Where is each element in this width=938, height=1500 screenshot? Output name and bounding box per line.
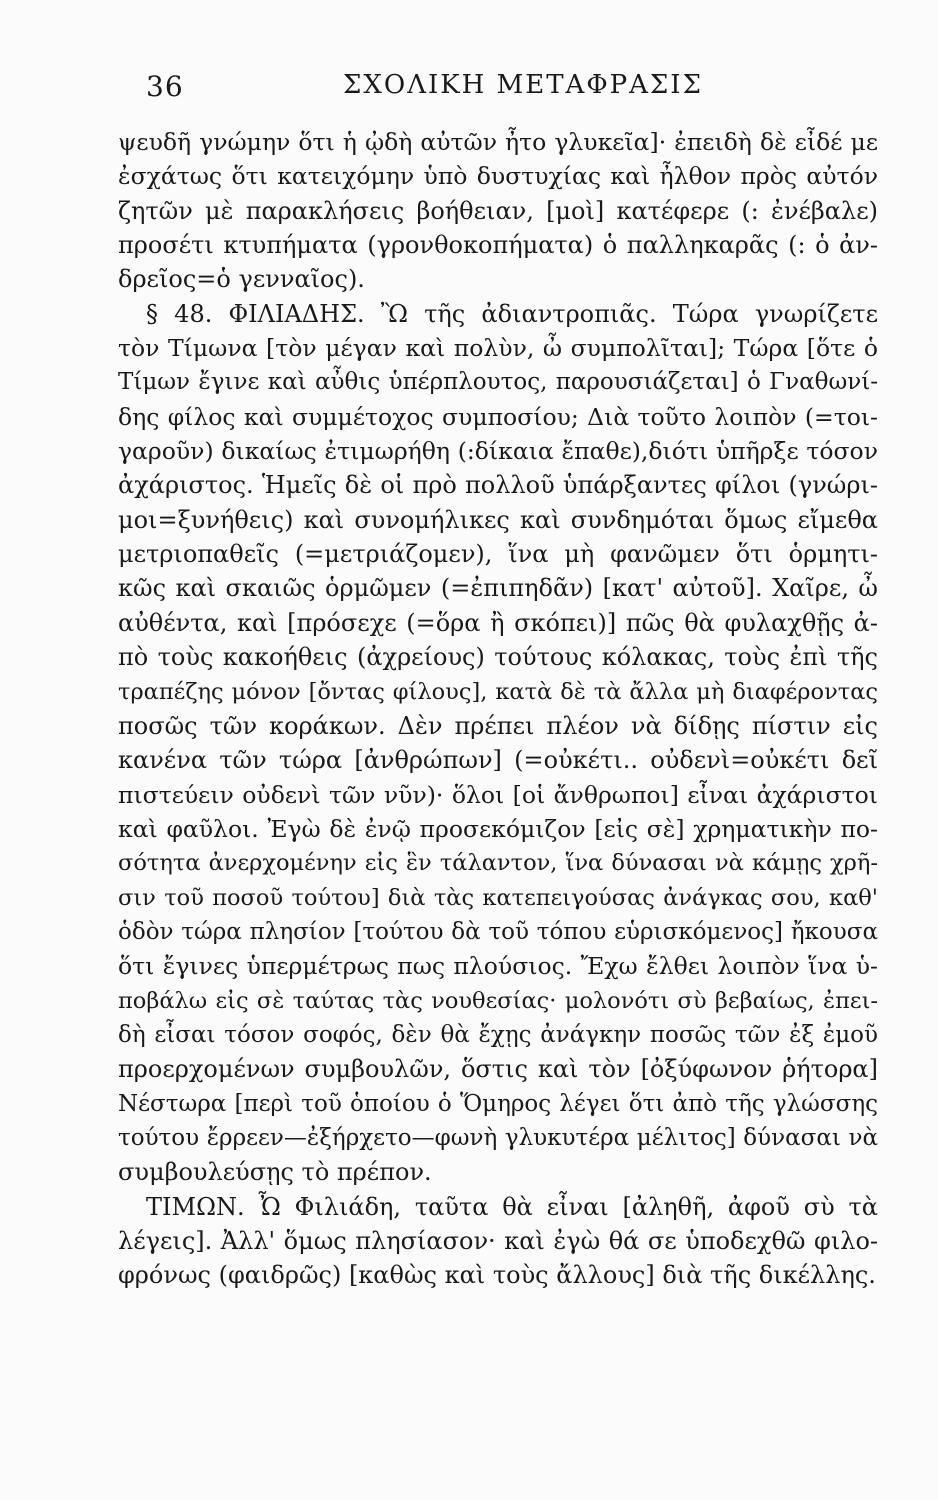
running-title: ΣΧΟΛΙΚΗ ΜΕΤΑΦΡΑΣΙΣ xyxy=(343,70,703,100)
text-line: μοι=ξυνήθεις) καὶ συνομήλικες καὶ συνδημόται ὅμως εἴμεθα xyxy=(118,505,878,534)
text-line: ποβάλω εἰς σὲ ταύτας τὰς νουθεσίας· μολονότι σὺ βεβαίως, ἐπει- xyxy=(118,987,878,1014)
text-line: κανένα τῶν τώρα [ἀνθρώπων] (=οὐκέτι.. οὐδενὶ=οὐκέτι δεῖ xyxy=(118,746,878,775)
text-line: ποσῶς τῶν κοράκων. Δὲν πρέπει πλέον νὰ δίδῃς πίστιν εἰς xyxy=(118,711,878,740)
text-line: αὐθέντα, καὶ [πρόσεχε (=ὅρα ἢ σκόπει)] πῶς θὰ φυλαχθῇς ἀ- xyxy=(118,608,878,637)
text-line: δὴ εἶσαι τόσον σοφός, δὲν θὰ ἔχῃς ἀνάγκην ποσῶς τῶν ἐξ ἐμοῦ xyxy=(118,1021,878,1048)
text-line: συμβουλεύσῃς τὸ πρέπον. xyxy=(118,1158,432,1187)
body-text xyxy=(118,125,878,1293)
text-line: ζητῶν μὲ παρακλήσεις βοήθειαν, [μοὶ] κατέφερε (: ἐνέβαλε) xyxy=(118,196,878,225)
text-line: κῶς καὶ σκαιῶς ὁρμῶμεν (=ἐπιπηδᾶν) [κατ' αὐτοῦ]. Χαῖρε, ὦ xyxy=(118,574,878,603)
page-number: 36 xyxy=(146,70,184,103)
speaker-line: ΤΙΜΩΝ. Ὦ Φιλιάδη, ταῦτα θὰ εἶναι [ἀληθῆ, ἀφοῦ σὺ τὰ xyxy=(146,1192,878,1221)
text-line: πὸ τοὺς κακοήθεις (ἀχρείους) τούτους κόλακας, τοὺς ἐπὶ τῆς xyxy=(118,643,878,672)
text-line: φρόνως (φαιδρῶς) [καθὼς καὶ τοὺς ἄλλους] διὰ τῆς δικέλλης. xyxy=(118,1261,876,1290)
text-line: Τίμων ἔγινε καὶ αὖθις ὑπέρπλουτος, παρουσιάζεται] ὁ Γναθωνί- xyxy=(118,369,878,396)
text-line: σότητα ἀνερχομένην εἰς ἓν τάλαντον, ἵνα δύνασαι νὰ κάμῃς χρῆ- xyxy=(118,850,878,877)
text-line: προερχομένων συμβουλῶν, ὅστις καὶ τὸν [ὀξύφωνον ῥήτορα] xyxy=(118,1055,878,1084)
text-line: ἐσχάτως ὅτι κατειχόμην ὑπὸ δυστυχίας καὶ ἦλθον πρὸς αὐτόν xyxy=(118,162,878,191)
page-header xyxy=(118,70,878,110)
text-line: δρεῖος=ὁ γενναῖος). xyxy=(118,265,365,294)
text-line: προσέτι κτυπήματα (γρονθοκοπήματα) ὁ παλληκαρᾶς (: ὁ ἀν- xyxy=(118,231,878,260)
section-heading-line: § 48. ΦΙΛΙΑΔΗΣ. Ὢ τῆς ἀδιαντροπιᾶς. Τώρα γνωρίζετε xyxy=(146,299,878,328)
text-line: καὶ φαῦλοι. Ἐγὼ δὲ ἐνῷ προσεκόμιζον [εἰς σὲ] χρηματικὴν πο- xyxy=(118,814,878,843)
text-line: ὁδὸν τώρα πλησίον [τούτου δὰ τοῦ τόπου εὑρισκόμενος] ἤκουσα xyxy=(118,918,878,945)
text-line: ἀχάριστος. Ἡμεῖς δὲ οἱ πρὸ πολλοῦ ὑπάρξαντες φίλοι (γνώρι- xyxy=(118,471,878,500)
text-line: δης φίλος καὶ συμμέτοχος συμποσίου; Διὰ τοῦτο λοιπὸν (=τοι- xyxy=(118,402,878,431)
text-line: τραπέζης μόνον [ὄντας φίλους], κατὰ δὲ τὰ ἄλλα μὴ διαφέροντας xyxy=(118,678,878,705)
text-line: Νέστωρα [περὶ τοῦ ὁποίου ὁ Ὅμηρος λέγει ὅτι ἀπὸ τῆς γλώσσης xyxy=(118,1090,878,1117)
text-line: τούτου ἔρρεεν—ἐξήρχετο—φωνὴ γλυκυτέρα μέλιτος] δύνασαι νὰ xyxy=(118,1124,878,1151)
text-line: τὸν Τίμωνα [τὸν μέγαν καὶ πολὺν, ὦ συμπολῖται]; Τώρα [ὅτε ὁ xyxy=(118,334,878,363)
text-line: σιν τοῦ ποσοῦ τούτου] διὰ τὰς κατεπειγούσας ἀνάγκας σου, καθ' xyxy=(118,884,878,911)
text-line: πιστεύειν οὐδενὶ τῶν νῦν)· ὅλοι [οἱ ἄνθρωποι] εἶναι ἀχάριστοι xyxy=(118,780,878,809)
text-line: ψευδῆ γνώμην ὅτι ἡ ᾠδὴ αὐτῶν ἦτο γλυκεῖα]· ἐπειδὴ δὲ εἶδέ με xyxy=(118,128,878,156)
text-line: μετριοπαθεῖς (=μετριάζομεν), ἵνα μὴ φανῶμεν ὅτι ὁρμητι- xyxy=(118,540,878,569)
text-line: ὅτι ἔγινες ὑπερμέτρως πως πλούσιος. Ἔχω ἔλθει λοιπὸν ἵνα ὑ- xyxy=(118,952,878,981)
text-line: γαροῦν) δικαίως ἐτιμωρήθη (:δίκαια ἔπαθε),διότι ὑπῆρξε τόσον xyxy=(118,437,878,466)
text-line: λέγεις]. Ἀλλ' ὅμως πλησίασον· καὶ ἐγὼ θά σε ὑποδεχθῶ φιλο- xyxy=(118,1227,878,1255)
